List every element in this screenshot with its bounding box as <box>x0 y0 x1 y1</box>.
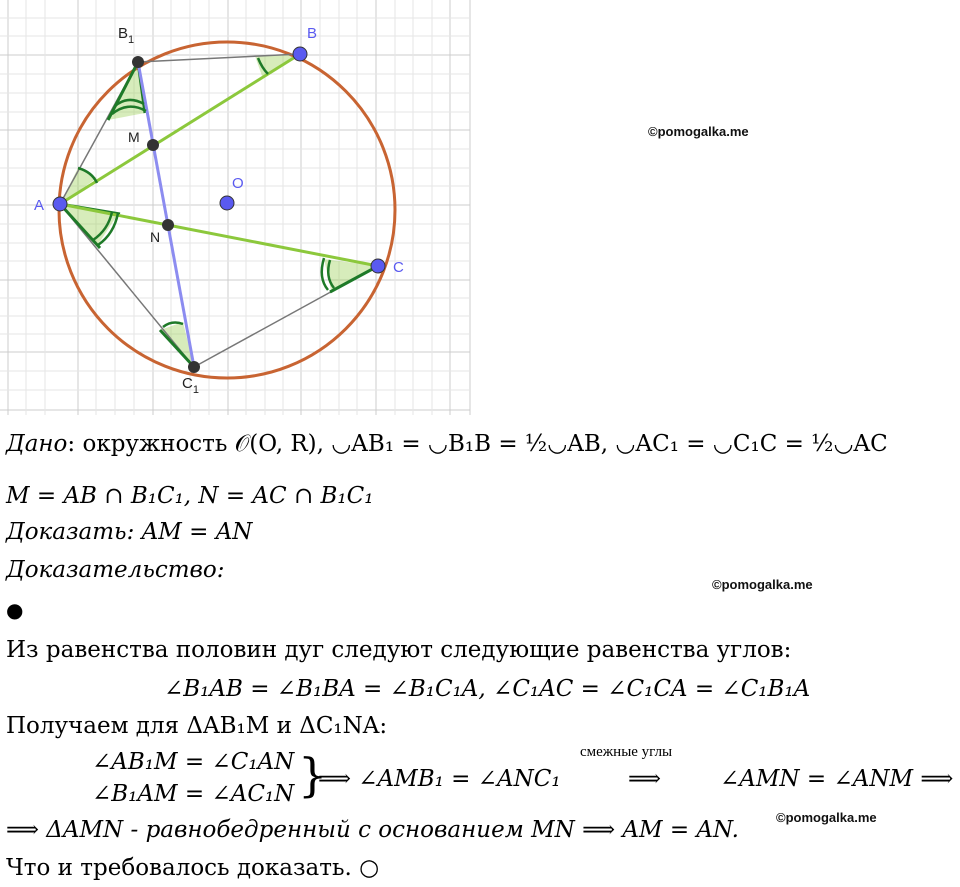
angles-equalities: ∠B₁AB = ∠B₁BA = ∠B₁C₁A, ∠C₁AC = ∠C₁CA = ∠C₁B₁A <box>164 676 811 702</box>
label-b: B <box>307 25 318 42</box>
label-o: O <box>232 175 244 192</box>
given-line: Дано: окружность 𝒪(O, R), ◡AB₁ = ◡B₁B = ½◡AB, ◡AC₁ = ◡C₁C = ½◡AC <box>6 431 888 457</box>
point-c1 <box>188 361 200 373</box>
given-text: окружность 𝒪(O, R), ◡AB₁ = ◡B₁B = ½◡AB, ◡AC₁ = ◡C₁C = ½◡AC <box>82 431 888 457</box>
point-m <box>147 139 159 151</box>
point-b1 <box>132 56 144 68</box>
point-o <box>220 196 234 210</box>
watermark: ©pomogalka.me <box>712 577 813 592</box>
given-label: Дано <box>6 431 68 457</box>
label-c: C <box>393 259 404 276</box>
proof-heading: Доказательство: <box>6 557 225 583</box>
label-b1: $B_1$ <box>118 25 135 46</box>
bullet: ● <box>6 598 24 622</box>
point-a <box>53 197 67 211</box>
system-eq-2: ∠B₁AM = ∠AC₁N <box>92 781 295 807</box>
triangles-statement: Получаем для ΔAB₁M и ΔC₁NA: <box>6 713 388 739</box>
point-n <box>162 219 174 231</box>
segment-b1c1 <box>138 62 194 367</box>
watermark: ©pomogalka.me <box>776 810 877 825</box>
geometry-figure <box>0 0 480 420</box>
qed-line: Что и требовалось доказать. ○ <box>6 855 380 881</box>
adjacent-angles-note: смежные углы <box>580 744 673 760</box>
watermark: ©pomogalka.me <box>648 124 749 139</box>
conclusion-line: ⟹ ΔAMN - равнобедренный с основанием MN ⟹ AM = AN. <box>6 817 739 843</box>
label-c1: $C_1$ <box>182 375 199 396</box>
right-brace: } <box>298 748 328 802</box>
intersection-line: M = AB ∩ B₁C₁, N = AC ∩ B₁C₁ <box>6 483 374 509</box>
arcs-statement: Из равенства половин дуг следуют следующие равенства углов: <box>6 637 792 663</box>
point-c <box>371 259 385 273</box>
label-n: N <box>150 229 161 245</box>
implication-1: ⟹ ∠AMB₁ = ∠ANC₁ <box>318 766 561 792</box>
label-m: M <box>128 129 140 145</box>
label-a: A <box>34 197 45 214</box>
angle-arcs <box>78 58 334 327</box>
point-b <box>293 47 307 61</box>
implication-2: ⟹ <box>628 766 661 792</box>
system-eq-1: ∠AB₁M = ∠C₁AN <box>92 749 295 775</box>
prove-line: Доказать: AM = AN <box>6 519 253 545</box>
angles-equal-result: ∠AMN = ∠ANM ⟹ <box>720 766 954 792</box>
